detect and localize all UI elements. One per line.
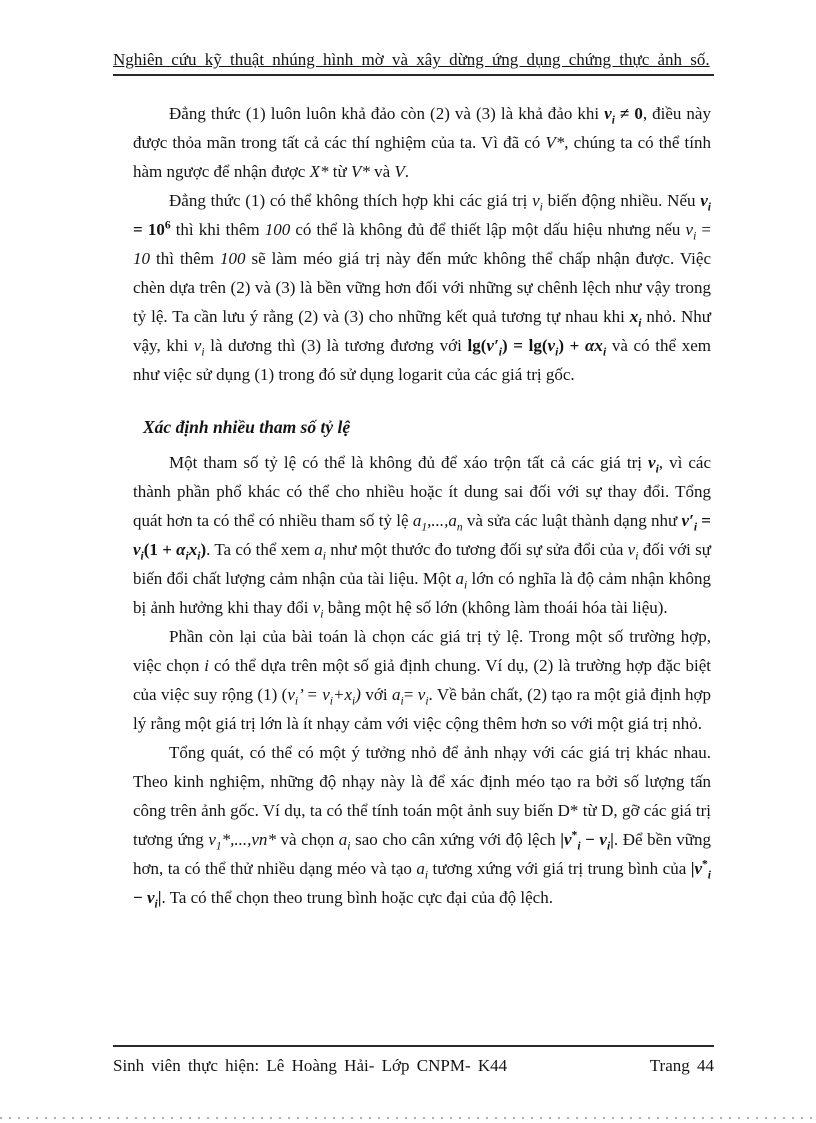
paragraph: Đẳng thức (1) có thể không thích hợp khi các giá trị $v_i$ biến động nhiều. Nếu $v_i = 10^6$ thì khi thêm 100 có thể là không đủ để thiết lập một dấu hiệu nhưng nếu $v_i = 10$ thì thêm 100 sẽ làm méo giá trị này đến mức không thể chấp nhận được. Việc chèn dựa trên (2) và (3) là bền vững hơn đối với những sự chênh lệch như vậy trong tỷ lệ. Ta cần lưu ý rằng (2) và (3) cho những kết quả tương tự nhau khi $x_i$ nhỏ. Như vậy, khi $v_i$ là dương thì (3) là tương đương với $\lg(v'_i) = \lg(v_i) + \alpha x_i$ và có thể xem như việc sử dụng (1) trong đó sử dụng logarit của các giá trị gốc.	[133, 191, 712, 384]
section-heading: Xác định nhiều tham số tỷ lệ	[143, 417, 351, 437]
paragraph: Một tham số tỷ lệ có thể là không đủ để xáo trộn tất cả các giá trị $v_i$, vì các thành phần phổ khác có thể cho nhiều hoặc ít dung sai đối với sự thay đổi. Tổng quát hơn ta có thể có nhiều tham số tỷ lệ $a_1,...,a_n$ và sửa các luật thành dạng như $v'_i = v_i(1 + \alpha_ix_i)$. Ta có thể xem $a_i$ như một thước đo tương đối sự sửa đổi của $v_i$ đối với sự biến đổi chất lượng cảm nhận của tài liệu. Một $a_i$ lớn có nghĩa là độ cảm nhận không bị ảnh hưởng khi thay đổi $v_i$ bằng một hệ số lớn (không làm thoái hóa tài liệu).	[133, 453, 712, 621]
page-header	[113, 50, 714, 76]
footer-page-number: Trang 44	[649, 1056, 714, 1075]
paragraph: Tổng quát, có thể có một ý tưởng nhỏ để ảnh nhạy với các giá trị khác nhau. Theo kinh nghiệm, những độ nhạy này là để xác định méo tạo ra bởi số lượng tấn công trên ảnh gốc. Ví dụ, ta có thể tính toán một ảnh suy biến D* từ D, gỡ các giá trị tương ứng $v_1*,...,vn*$ và chọn $a_i$ sao cho cân xứng với độ lệch $|v^*_i - v_i|$. Để bền vững hơn, ta có thể thử nhiều dạng méo và tạo $a_i$ tương xứng với giá trị trung bình của $|v^*_i - v_i|$. Ta có thể chọn theo trung bình hoặc cực đại của độ lệch.	[133, 743, 711, 911]
page-boundary-dots	[0, 1117, 816, 1119]
paragraph: Phần còn lại của bài toán là chọn các giá trị tỷ lệ. Trong một số trường hợp, việc chọn i có thể dựa trên một số giả định chung. Ví dụ, (2) là trường hợp đặc biệt của việc suy rộng (1) ($v_i$’ = $v_i+x_i$) với $a_i= v_i$. Về bản chất, (2) tạo ra một giả định hợp lý rằng một giá trị lớn là ít nhạy cảm với việc cộng thêm hơn so với một giá trị nhỏ.	[133, 627, 712, 733]
running-head-title: Nghiên cứu kỹ thuật nhúng hình mờ và xây dừng ứng dụng chứng thực ảnh số.	[113, 50, 710, 69]
paragraph: Đẳng thức (1) luôn luôn khả đảo còn (2) và (3) là khả đảo khi $v_i \ne 0$, điều này được thỏa mãn trong tất cả các thí nghiệm của ta. Vì đã có V*, chúng ta có thể tính hàm ngược để nhận được X* từ V* và V.	[133, 104, 711, 181]
document-body	[133, 99, 711, 912]
page-footer	[113, 1045, 714, 1076]
footer-author-line: Sinh viên thực hiện: Lê Hoàng Hải- Lớp CNPM- K44	[113, 1056, 508, 1075]
